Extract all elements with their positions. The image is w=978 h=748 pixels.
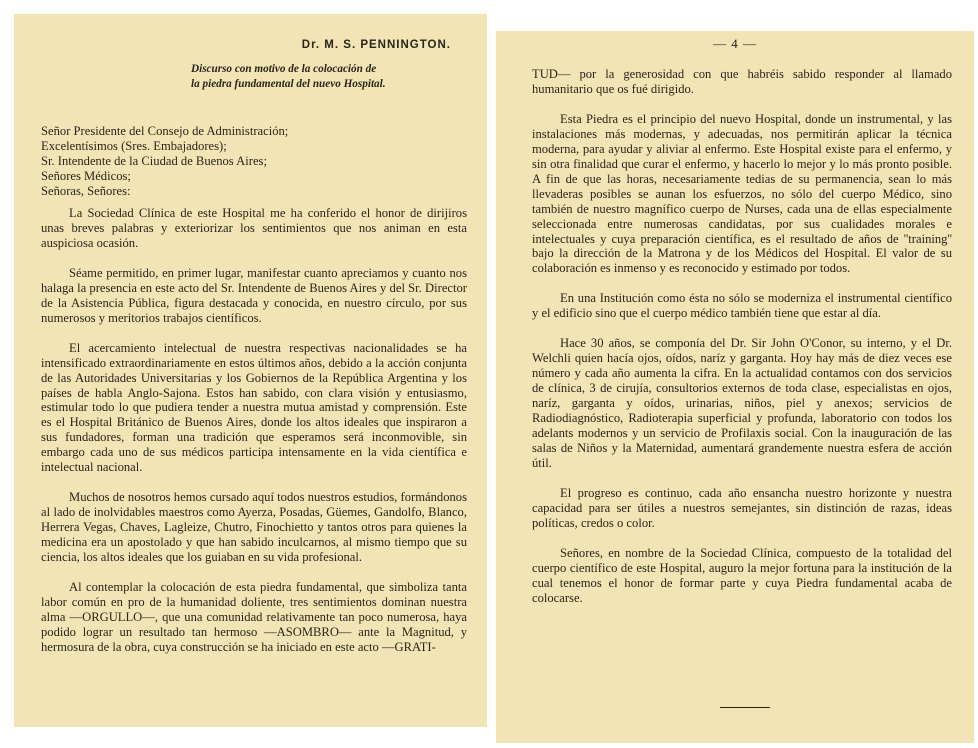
salutation-block — [41, 124, 481, 199]
salutation-line: Señor Presidente del Consejo de Administración; — [41, 124, 289, 138]
subtitle-line: la piedra fundamental del nuevo Hospital. — [191, 77, 386, 90]
right-page — [496, 31, 974, 743]
paragraph: Al contemplar la colocación de esta piedra fundamental, que simboliza tanta labor común en pro de la humanidad doliente, tres sentimientos dominan nuestra alma —ORGULLO—, que una comunidad relativamente tan poco numerosa, haya podido lograr un resultado tan hermoso —ASOMBRO— ante la Magnitud, y hermosura de la obra, cuya construcción se ha iniciado en este acto —GRATI- — [41, 580, 467, 654]
paragraph: La Sociedad Clínica de este Hospital me ha conferido el honor de dirijiros unas breves palabras y exteriorizar los sentimientos que nos animan en esta auspiciosa ocasión. — [41, 206, 467, 250]
end-divider — [720, 707, 770, 708]
paragraph: Muchos de nosotros hemos cursado aquí todos nuestros estudios, formándonos al lado de inolvidables maestros como Ayerza, Posadas, Güemes, Gandolfo, Blanco, Herrera Vegas, Chaves, Lagleize, Chutro, Finochietto y tantos otros para quienes la medicina era un apostolado y que han sabido inculcarnos, al mismo tiempo que su ciencia, los altos ideales que los guiaban en su vida profesional. — [41, 490, 467, 565]
salutation-line: Sr. Intendente de la Ciudad de Buenos Aires; — [41, 153, 267, 168]
paragraph: Séame permitido, en primer lugar, manifestar cuanto apreciamos y cuanto nos halaga la presencia en este acto del Sr. Intendente de Buenos Aires y del Sr. Director de la Asistencia Pública, figura destacada y conocida, en nuestro círculo, por sus numerosos y meritorios trabajos científicos. — [41, 265, 467, 325]
left-page — [14, 14, 487, 727]
paragraph: El acercamiento intelectual de nuestra respectivas nacionalidades se ha intensificado extraordinariamente en estos últimos años, debido a la acción conjunta de las Autoridades Universitarias y los Gobiernos de la República Argentina y los países de habla Anglo-Sajona. Estos han sabido, con clara visión y entusiasmo, estimular todo lo que pudiera tender a nuestra mutua amistad y comprensión. Este es el Hospital Británico de Buenos Aires, donde los altos ideales que inspiraron a sus fundadores, forman una tradición que esperamos será inconmovible, sin embargo cada uno de sus médicos participa intensamente en la vida científica e intelectual nacional. — [41, 340, 467, 475]
salutation-line: Señoras, Señores: — [41, 183, 131, 198]
salutation-line: Excelentísimos (Sres. Embajadores); — [41, 138, 227, 153]
paragraph: Esta Piedra es el principio del nuevo Hospital, donde un instrumental, y las instalaciones más modernas, y adecuadas, nos permitirán aplicar la técnica moderna, para ayudar y aliviar al enfermo. Este Hospital existe para el enfermo, y sin otra finalidad que curar el enfermo, y hacerlo lo mejor y lo más pronto posible. A fin de que las horas, necesariamente tedias de su permanencia, sean lo más llevaderas posibles se aunan los esfuerzos, no sólo del cuerpo Médico, sino también de nuestro magnífico cuerpo de Nurses, cada una de ellas especialmente seleccionada entre numerosas candidatas, por sus cualidades morales e intelectuales y cuya preparación científica, es el resultado de años de ''training'' bajo la dirección de la Matrona y de los Médicos del Hospital. El valor de su colaboración es inmenso y es reconocido y estimado por todos. — [532, 111, 952, 276]
right-body-text — [532, 67, 952, 621]
paragraph: Señores, en nombre de la Sociedad Clínica, compuesto de la totalidad del cuerpo científico de este Hospital, auguro la mejor fortuna para la institución de la cual tenemos el honor de formar parte y cuya Piedra fundamental acaba de colocarse. — [532, 545, 952, 605]
author-name: Dr. M. S. PENNINGTON. — [301, 39, 451, 51]
paragraph: El progreso es continuo, cada año ensancha nuestro horizonte y nuestra capacidad para ser útiles a nuestros semejantes, sin distinción de razas, ideas políticas, credos o color. — [532, 485, 952, 530]
paragraph: Hace 30 años, se componía del Dr. Sir John O'Conor, su interno, y el Dr. Welchli quien hacía ojos, oídos, naríz y garganta. Hoy hay más de diez veces ese número y cada año aumenta la cifra. En la actualidad contamos con dos servicios de clínica, 3 de cirujía, consultorios externos de toda clase, especialistas en ojos, naríz, garganta y oídos, urinarias, niños, piel y anexos; servicios de Radiodiagnóstico, Radioterapia superficial y profunda, laboratorio con todos los adelants modernos y un servicio de Profilaxis social. Con la inauguración de las salas de Niños y la Maternidad, aumentará grandemente nuestra esfera de acción útil. — [532, 336, 952, 470]
page-number: — 4 — — [713, 36, 757, 51]
subtitle-line: Discurso con motivo de la colocación de — [191, 63, 377, 75]
paragraph: En una Institución como ésta no sólo se moderniza el instrumental científico y el edificio sino que el cuerpo médico también tiene que estar al día. — [532, 291, 952, 321]
speech-subtitle — [191, 62, 451, 91]
salutation-line: Señores Médicos; — [41, 168, 131, 183]
paragraph-continuation: TUD— por la generosidad con que habréis sabido responder al llamado humanitario que os fué dirigido. — [532, 67, 952, 96]
left-body-text — [41, 206, 467, 670]
